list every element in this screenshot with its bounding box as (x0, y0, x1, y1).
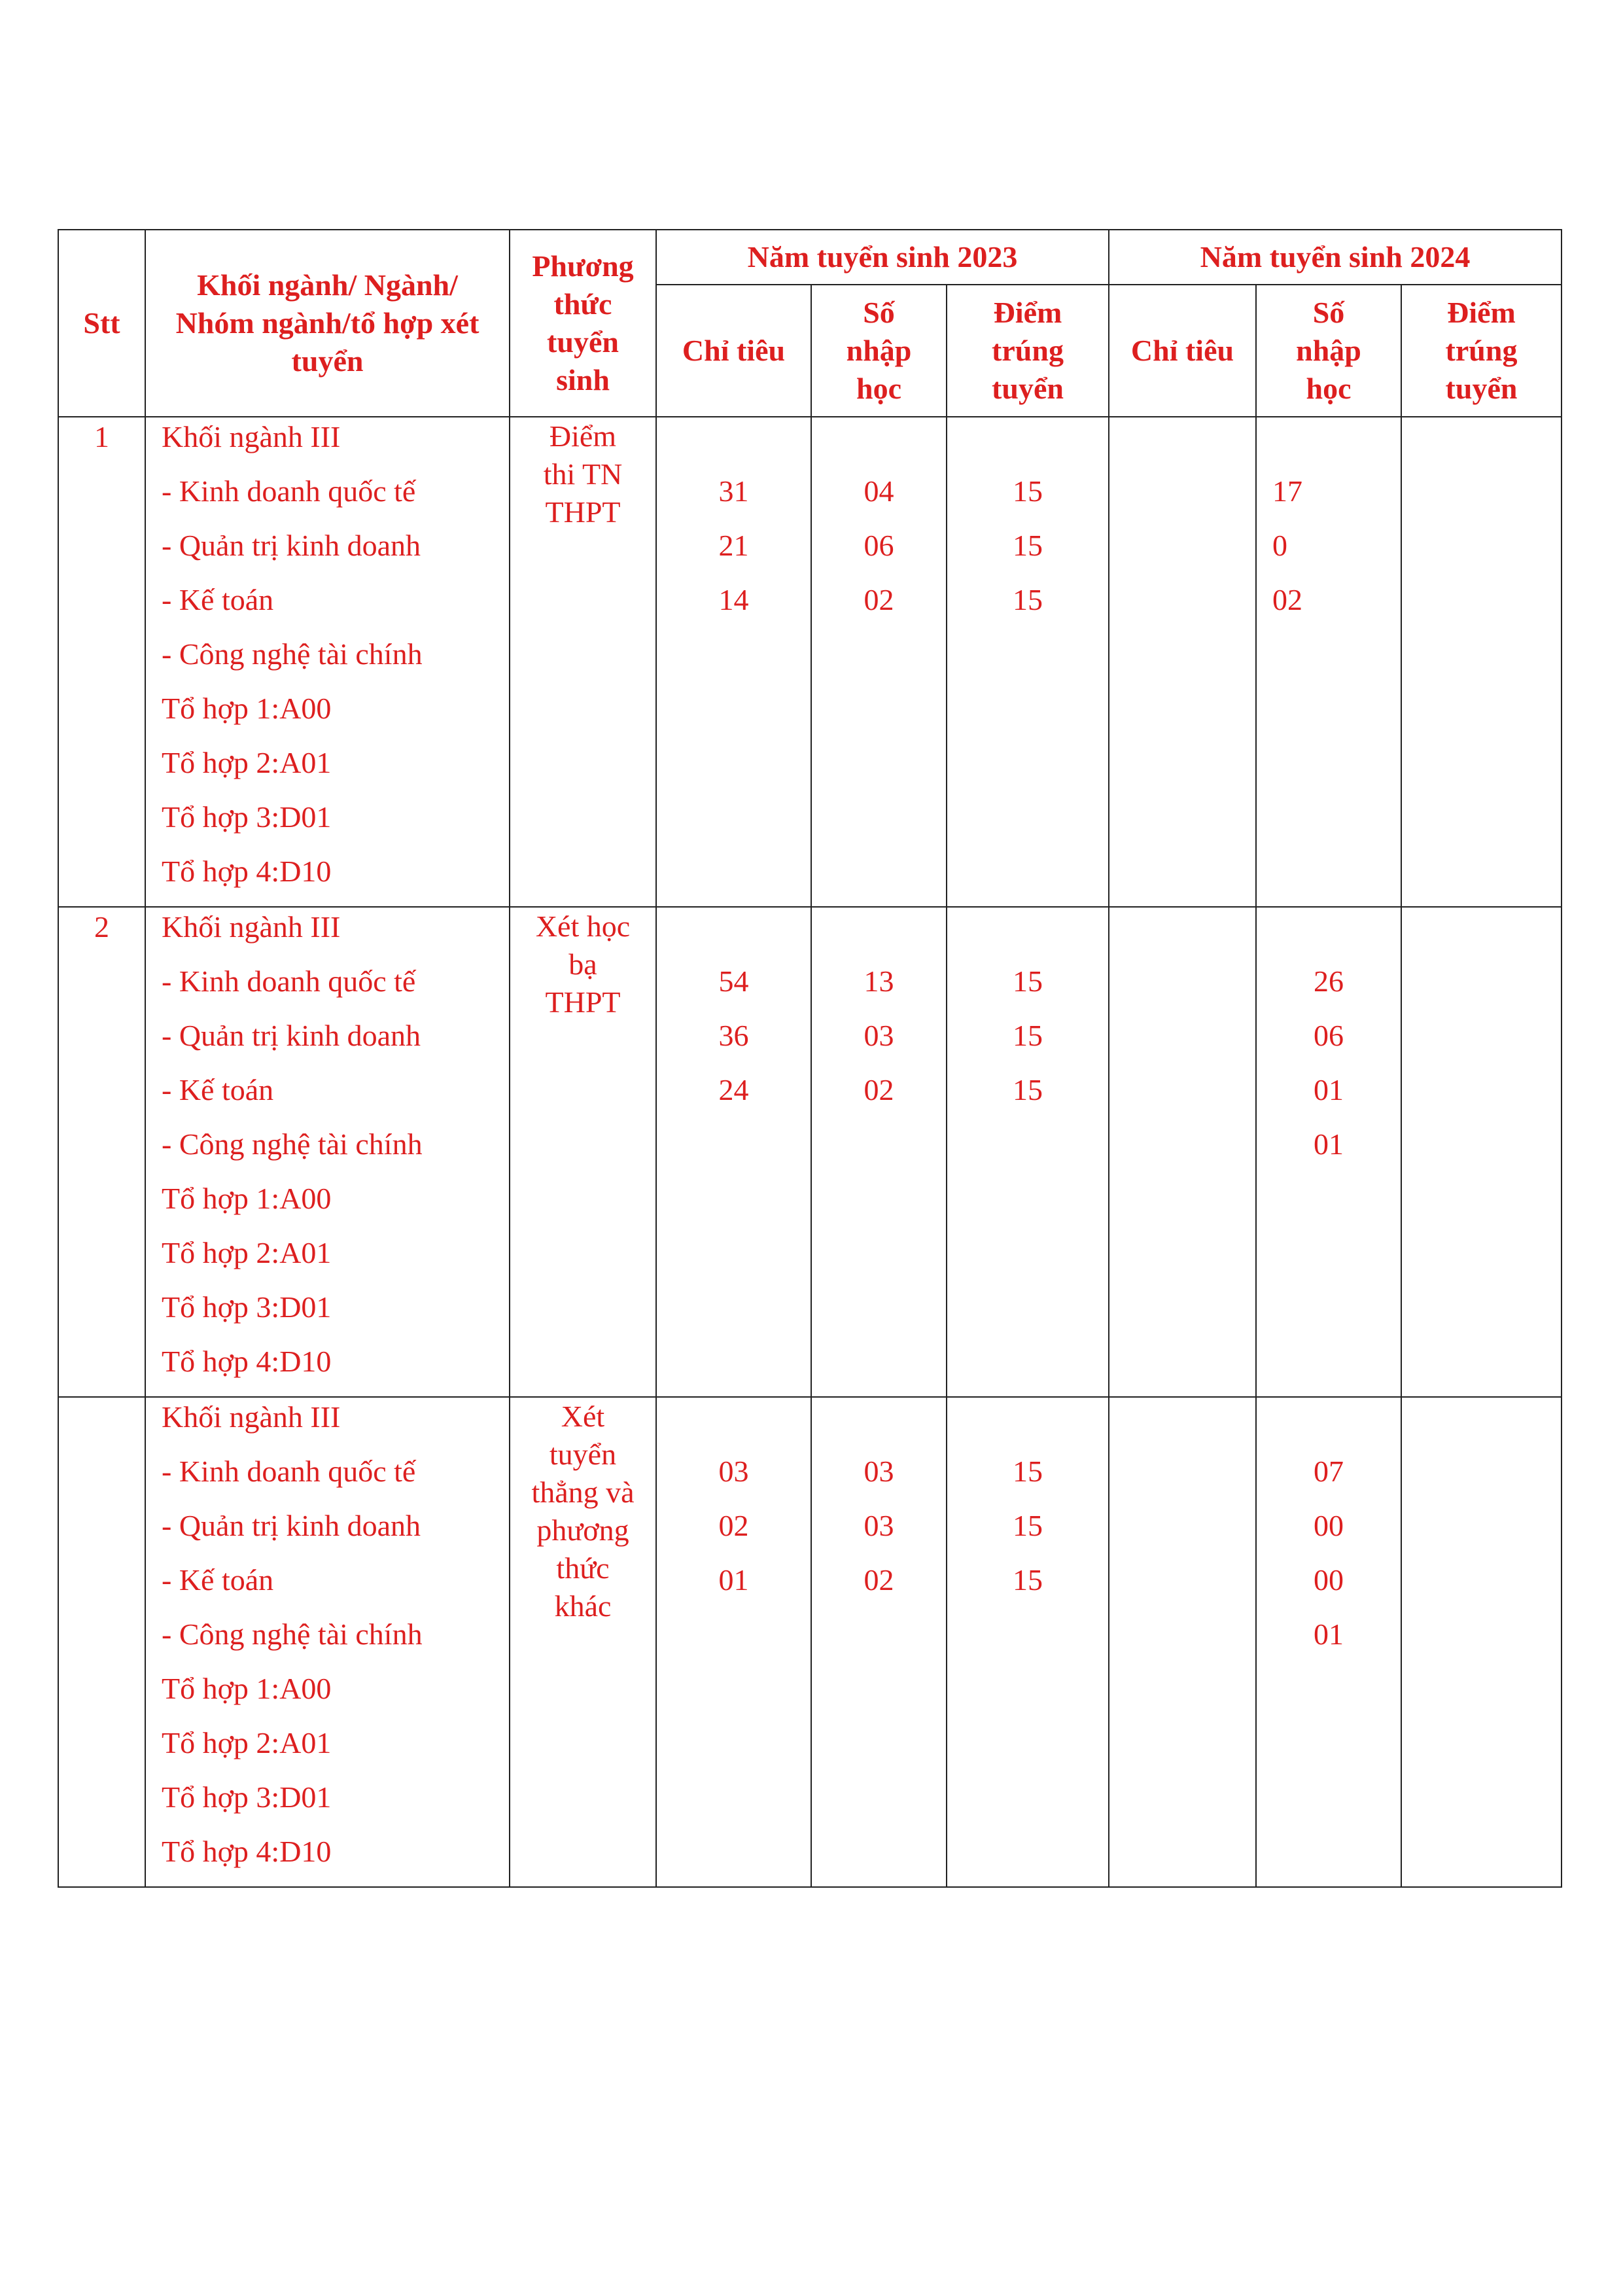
stt-cell (58, 907, 145, 1397)
quota-2024-cell (1109, 907, 1256, 1397)
major-line: - Công nghệ tài chính (162, 1617, 423, 1651)
major-line: - Kế toán (162, 1073, 274, 1106)
stt-value: 2 (94, 910, 109, 944)
quota-2024-cell (1109, 1397, 1256, 1887)
header-method (510, 230, 656, 417)
method-line: phương (536, 1513, 629, 1547)
major-line: Tổ hợp 4:D10 (162, 1835, 332, 1868)
major-line: Tổ hợp 1:A00 (162, 692, 332, 725)
enrolled-2024-cell (1256, 907, 1401, 1397)
score-value: 15 (1013, 964, 1043, 998)
header-method-line: thức (553, 287, 612, 321)
header-enrolled-line: Số (1312, 296, 1345, 329)
major-line: Tổ hợp 3:D01 (162, 1290, 332, 1324)
enrolled-value: 26 (1314, 964, 1344, 998)
major-line: - Kinh doanh quốc tế (162, 1455, 416, 1488)
major-line: - Kinh doanh quốc tế (162, 964, 416, 998)
quota-value: 02 (718, 1509, 749, 1542)
major-line: Khối ngành III (162, 910, 341, 944)
table-row (58, 907, 1562, 1397)
enrolled-value: 02 (864, 583, 894, 616)
major-cell (145, 1397, 510, 1887)
table-row (58, 417, 1562, 907)
score-value: 15 (1013, 583, 1043, 616)
header-score-line: tuyển (992, 372, 1064, 405)
major-line: Tổ hợp 3:D01 (162, 800, 332, 834)
score-2023-cell (947, 907, 1109, 1397)
major-line: Tổ hợp 4:D10 (162, 855, 332, 888)
method-cell (510, 417, 656, 907)
method-line: thức (556, 1551, 610, 1585)
header-method-line: sinh (556, 363, 610, 397)
header-enrolled-line: Số (863, 296, 895, 329)
score-value: 15 (1013, 1563, 1043, 1597)
header-year-2023: Năm tuyển sinh 2023 (656, 230, 1109, 285)
stt-value (59, 1398, 145, 1452)
quota-value: 03 (718, 1455, 749, 1488)
enrolled-value: 00 (1314, 1563, 1344, 1597)
score-2023-cell (947, 417, 1109, 907)
quota-value: 54 (718, 964, 749, 998)
stt-cell (58, 417, 145, 907)
major-line: Tổ hợp 3:D01 (162, 1780, 332, 1814)
major-line: - Kế toán (162, 583, 274, 616)
score-value: 15 (1013, 1455, 1043, 1488)
method-line: THPT (545, 495, 621, 529)
major-line: - Quản trị kinh doanh (162, 1019, 421, 1052)
quota-value: 14 (718, 583, 749, 616)
major-line: Tổ hợp 1:A00 (162, 1672, 332, 1705)
major-line: Tổ hợp 1:A00 (162, 1182, 332, 1215)
header-enrolled-line: học (1306, 372, 1352, 405)
major-line: Tổ hợp 4:D10 (162, 1345, 332, 1378)
quota-2023-cell (656, 1397, 811, 1887)
header-score-line: tuyển (1445, 372, 1518, 405)
quota-value: 01 (718, 1563, 749, 1597)
method-line: THPT (545, 985, 621, 1019)
major-line: - Quản trị kinh doanh (162, 529, 421, 562)
major-cell (145, 417, 510, 907)
quota-value: 36 (718, 1019, 749, 1052)
major-line: - Công nghệ tài chính (162, 1127, 423, 1161)
method-line: bạ (568, 947, 597, 981)
enrolled-value: 02 (864, 1073, 894, 1106)
score-value: 15 (1013, 1073, 1043, 1106)
quota-value: 21 (718, 529, 749, 562)
score-2024-cell (1401, 1397, 1562, 1887)
major-line: Khối ngành III (162, 1400, 341, 1434)
enrolled-value: 01 (1314, 1073, 1344, 1106)
header-score-line: trúng (1445, 334, 1518, 367)
method-line: tuyển (549, 1438, 617, 1471)
quota-value: 31 (718, 474, 749, 508)
major-line: - Kế toán (162, 1563, 274, 1597)
header-score-2023 (947, 285, 1109, 417)
method-cell (510, 907, 656, 1397)
enrolled-value: 07 (1314, 1455, 1344, 1488)
score-2023-cell (947, 1397, 1109, 1887)
score-value: 15 (1013, 529, 1043, 562)
enrolled-2024-cell (1256, 1397, 1401, 1887)
stt-cell (58, 1397, 145, 1887)
quota-2023-cell (656, 907, 811, 1397)
header-score-line: Điểm (1447, 296, 1516, 329)
major-line: Tổ hợp 2:A01 (162, 746, 332, 779)
method-line: thẳng và (531, 1475, 635, 1509)
score-2024-cell (1401, 907, 1562, 1397)
enrolled-2024-cell (1256, 417, 1401, 907)
score-2024-cell (1401, 417, 1562, 907)
header-score-line: Điểm (993, 296, 1062, 329)
header-enrolled-line: học (856, 372, 901, 405)
enrolled-value: 06 (864, 529, 894, 562)
header-stt: Stt (58, 230, 145, 417)
major-line: Tổ hợp 2:A01 (162, 1726, 332, 1759)
header-method-line: tuyển (547, 325, 619, 359)
enrolled-value: 06 (1314, 1019, 1344, 1052)
admissions-table (58, 229, 1562, 1888)
enrolled-2023-cell (811, 907, 947, 1397)
major-cell (145, 907, 510, 1397)
stt-value: 1 (94, 420, 109, 453)
header-year-2024: Năm tuyển sinh 2024 (1109, 230, 1562, 285)
header-enrolled-line: nhập (1296, 334, 1361, 367)
score-value: 15 (1013, 474, 1043, 508)
method-line: Xét (561, 1400, 605, 1433)
header-enrolled-2024 (1256, 285, 1401, 417)
table-row (58, 1397, 1562, 1887)
major-line: Khối ngành III (162, 420, 341, 453)
header-major (145, 230, 510, 417)
header-enrolled-line: nhập (846, 334, 912, 367)
method-line: khác (554, 1589, 612, 1623)
method-cell (510, 1397, 656, 1887)
enrolled-2023-cell (811, 1397, 947, 1887)
header-quota-2024: Chỉ tiêu (1109, 285, 1256, 417)
score-value: 15 (1013, 1019, 1043, 1052)
score-value: 15 (1013, 1509, 1043, 1542)
quota-value: 24 (718, 1073, 749, 1106)
enrolled-value: 04 (864, 474, 894, 508)
enrolled-value: 02 (1272, 583, 1302, 616)
enrolled-value: 01 (1314, 1617, 1344, 1651)
header-major-line: Nhóm ngành/tổ hợp xét (175, 306, 480, 340)
header-major-line: Khối ngành/ Ngành/ (197, 268, 458, 302)
header-major-line: tuyển (291, 344, 364, 378)
enrolled-value: 17 (1272, 474, 1302, 508)
enrolled-value: 01 (1314, 1127, 1344, 1161)
major-line: - Kinh doanh quốc tế (162, 474, 416, 508)
enrolled-2023-cell (811, 417, 947, 907)
header-score-2024 (1401, 285, 1562, 417)
enrolled-value: 03 (864, 1455, 894, 1488)
header-enrolled-2023 (811, 285, 947, 417)
major-line: Tổ hợp 2:A01 (162, 1236, 332, 1269)
method-line: Xét học (535, 910, 631, 943)
header-score-line: trúng (992, 334, 1064, 367)
quota-2024-cell (1109, 417, 1256, 907)
quota-2023-cell (656, 417, 811, 907)
enrolled-value: 0 (1272, 529, 1287, 562)
enrolled-value: 00 (1314, 1509, 1344, 1542)
method-line: Điểm (549, 419, 617, 453)
enrolled-value: 13 (864, 964, 894, 998)
enrolled-value: 02 (864, 1563, 894, 1597)
major-line: - Công nghệ tài chính (162, 637, 423, 671)
enrolled-value: 03 (864, 1509, 894, 1542)
header-quota-2023: Chỉ tiêu (656, 285, 811, 417)
enrolled-value: 03 (864, 1019, 894, 1052)
method-line: thi TN (543, 457, 623, 491)
header-method-line: Phương (532, 249, 634, 283)
major-line: - Quản trị kinh doanh (162, 1509, 421, 1542)
